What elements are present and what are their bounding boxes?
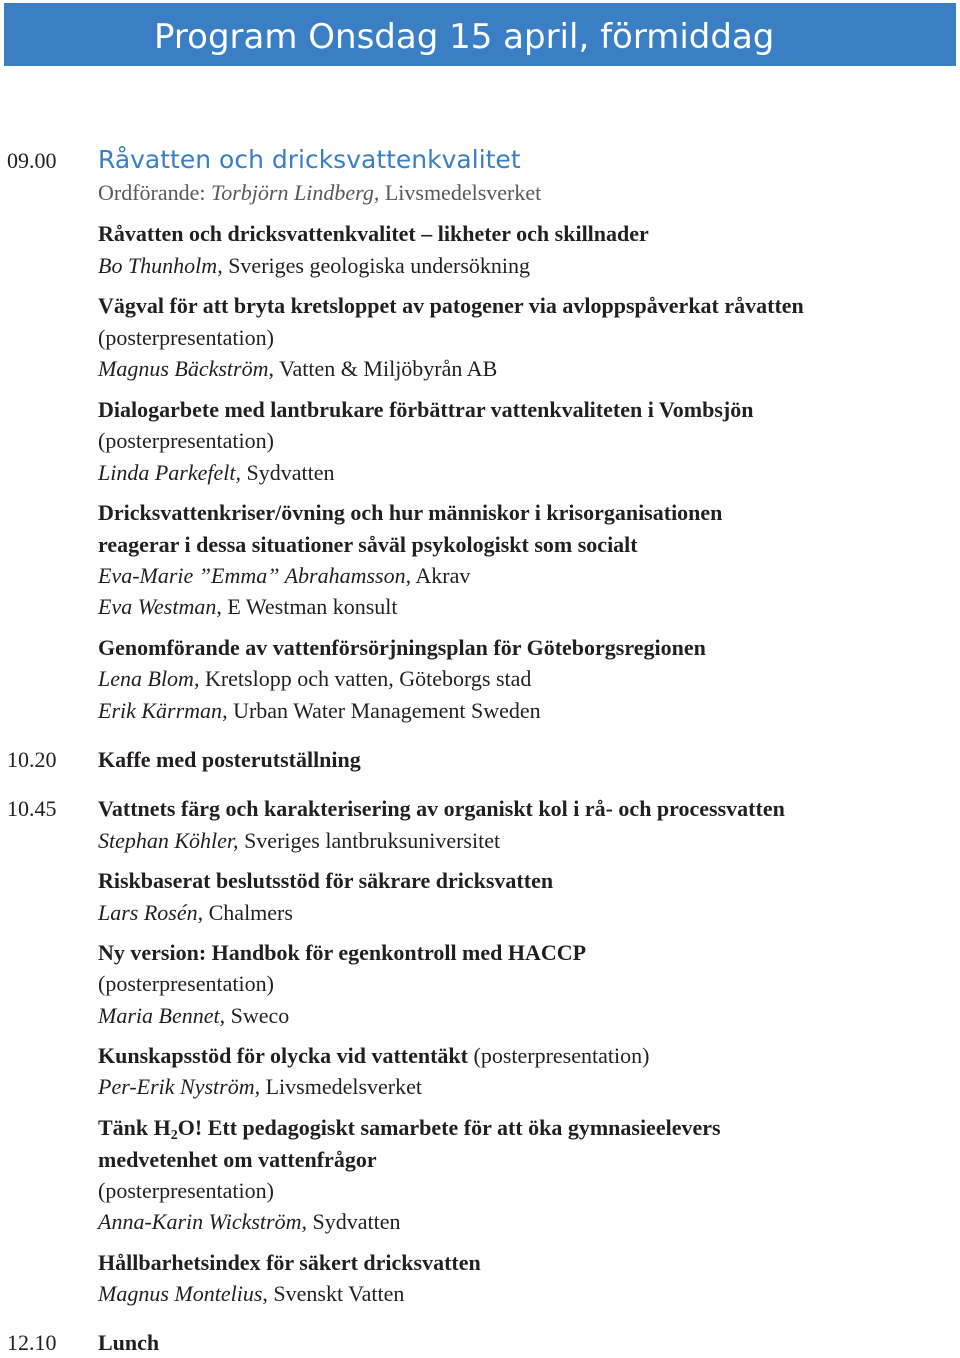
talk-speaker	[98, 1279, 404, 1309]
speaker-org: , Kretslopp och vatten, Göteborgs stad	[193, 666, 532, 691]
talk-speaker	[98, 1207, 401, 1237]
talk-speaker	[98, 561, 470, 591]
break-title: Kaffe med posterutställning	[98, 747, 361, 772]
header-bar	[4, 3, 956, 66]
page-title: Program Onsdag 15 april, förmiddag	[154, 17, 775, 57]
speaker-org: , Vatten & Miljöbyrån AB	[268, 356, 498, 381]
talk-speaker	[98, 458, 334, 488]
talk-speaker	[98, 664, 531, 694]
subscript-2: 2	[170, 1128, 178, 1143]
speaker-org: , E Westman konsult	[216, 594, 398, 619]
talk-title: Vattnets färg och karakterisering av organiskt kol i rå- och processvatten	[98, 796, 785, 821]
talk-speaker	[98, 898, 293, 928]
talk-title-text: Kunskapsstöd för olycka vid vattentäkt	[98, 1043, 468, 1068]
talk-title: Hållbarhetsindex för säkert dricksvatten	[98, 1250, 481, 1275]
break-time: 10.20	[7, 747, 57, 772]
talk-title-cont: medvetenhet om vattenfrågor	[98, 1147, 377, 1172]
talk-title: Dricksvattenkriser/övning och hur människor i krisorganisationen	[98, 500, 723, 525]
chair-label: Ordförande:	[98, 180, 212, 205]
speaker-name: Maria Bennet	[98, 1003, 220, 1028]
speaker-name: Anna-Karin Wickström	[98, 1209, 302, 1234]
chair-name: Torbjörn Lindberg	[211, 180, 374, 205]
talk-title: Genomförande av vattenförsörjningsplan för Göteborgsregionen	[98, 635, 706, 660]
talk-title-cont: reagerar i dessa situationer såväl psykologiskt som socialt	[98, 532, 638, 557]
speaker-org: , Chalmers	[197, 900, 293, 925]
talk-title	[98, 1041, 649, 1071]
break-title: Lunch	[98, 1330, 160, 1355]
speaker-org: Sveriges lantbruksuniversitet	[238, 828, 501, 853]
break-time: 12.10	[7, 1330, 57, 1355]
speaker-name: Eva-Marie ”Emma” Abrahamsson	[98, 563, 406, 588]
speaker-name: Magnus Montelius	[98, 1281, 263, 1306]
speaker-org: , Svenskt Vatten	[262, 1281, 405, 1306]
speaker-name: Magnus Bäckström	[98, 356, 269, 381]
talk-note: (posterpresentation)	[468, 1043, 650, 1068]
speaker-name: Lars Rosén	[98, 900, 198, 925]
talk-title-part: Tänk H	[98, 1115, 171, 1140]
chair-org: , Livsmedelsverket	[373, 180, 542, 205]
session-chair	[98, 178, 541, 208]
speaker-name: Bo Thunholm	[98, 253, 218, 278]
speaker-org: , Sveriges geologiska undersökning	[217, 253, 531, 278]
speaker-org: , Sydvatten	[301, 1209, 401, 1234]
talk-speaker	[98, 696, 541, 726]
talk-note: (posterpresentation)	[98, 325, 274, 350]
speaker-name: Stephan Köhler,	[98, 828, 239, 853]
speaker-name: Eva Westman	[98, 594, 217, 619]
session-time: 09.00	[7, 148, 57, 173]
speaker-name: Lena Blom	[98, 666, 194, 691]
talk-note: (posterpresentation)	[98, 428, 274, 453]
speaker-name: Per-Erik Nyström	[98, 1074, 255, 1099]
speaker-org: , Urban Water Management Sweden	[222, 698, 541, 723]
talk-speaker	[98, 354, 497, 384]
speaker-org: , Akrav	[405, 563, 471, 588]
talk-note: (posterpresentation)	[98, 1178, 274, 1203]
speaker-org: , Sydvatten	[235, 460, 335, 485]
talk-note: (posterpresentation)	[98, 971, 274, 996]
talk-title: Riskbaserat beslutsstöd för säkrare dricksvatten	[98, 868, 554, 893]
session-time: 10.45	[7, 796, 57, 821]
talk-title: Ny version: Handbok för egenkontroll med HACCP	[98, 940, 587, 965]
talk-speaker	[98, 826, 500, 856]
talk-speaker	[98, 1001, 289, 1031]
talk-title-part: O! Ett pedagogiskt samarbete för att öka gymnasieelevers	[177, 1115, 721, 1140]
talk-title: Råvatten och dricksvattenkvalitet – likheter och skillnader	[98, 221, 649, 246]
talk-title: Vägval för att bryta kretsloppet av patogener via avloppspåverkat råvatten	[98, 293, 804, 318]
talk-speaker	[98, 592, 398, 622]
talk-speaker	[98, 251, 530, 281]
session-title: Råvatten och dricksvattenkvalitet	[98, 145, 521, 174]
speaker-org: , Livsmedelsverket	[254, 1074, 422, 1099]
talk-title	[98, 1113, 721, 1143]
speaker-name: Erik Kärrman	[98, 698, 223, 723]
speaker-org: , Sweco	[219, 1003, 290, 1028]
speaker-name: Linda Parkefelt	[98, 460, 236, 485]
talk-title: Dialogarbete med lantbrukare förbättrar vattenkvaliteten i Vombsjön	[98, 397, 754, 422]
talk-speaker	[98, 1072, 422, 1102]
